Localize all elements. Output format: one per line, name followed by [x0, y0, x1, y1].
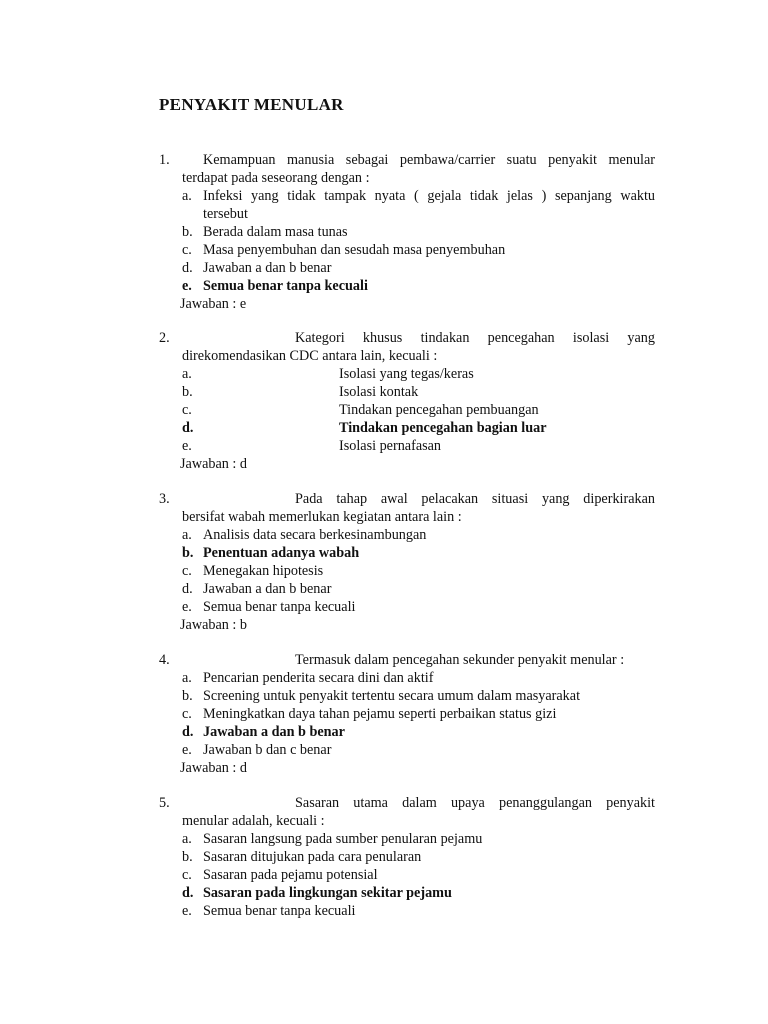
option-letter: d. — [182, 581, 193, 597]
question-5 — [0, 794, 768, 920]
question-text: Pada tahap awal pelacakan situasi yang diperkirakan — [295, 491, 655, 507]
question-text: Termasuk dalam pencegahan sekunder penyakit menular : — [295, 652, 625, 668]
question-number: 2. — [159, 330, 170, 346]
option-text: Sasaran pada lingkungan sekitar pejamu — [203, 885, 452, 901]
option-letter: d. — [182, 885, 194, 901]
option-text: Isolasi yang tegas/keras — [339, 366, 474, 382]
option-letter: a. — [182, 188, 192, 204]
option-b — [0, 383, 768, 401]
option-text: Masa penyembuhan dan sesudah masa penyembuhan — [203, 242, 506, 258]
answer-line — [0, 759, 768, 777]
option-text: Jawaban b dan c benar — [203, 742, 332, 758]
question-number: 5. — [159, 795, 170, 811]
option-letter: a. — [182, 527, 192, 543]
question-text-continued: bersifat wabah memerlukan kegiatan antara lain : — [182, 509, 462, 525]
option-b — [0, 687, 768, 705]
option-a — [0, 830, 768, 848]
option-letter: c. — [182, 706, 192, 722]
option-text: Screening untuk penyakit tertentu secara umum dalam masyarakat — [203, 688, 581, 704]
option-letter: e. — [182, 599, 192, 615]
answer-text: Jawaban : d — [180, 760, 247, 776]
option-c — [0, 562, 768, 580]
option-text: Semua benar tanpa kecuali — [203, 599, 356, 615]
answer-text: Jawaban : e — [180, 296, 247, 312]
option-letter: b. — [182, 849, 193, 865]
question-4 — [0, 651, 768, 777]
question-text-continued: menular adalah, kecuali : — [182, 813, 325, 829]
question-2 — [0, 329, 768, 473]
option-letter: e. — [182, 742, 192, 758]
option-a-continued — [0, 205, 768, 223]
option-letter: d. — [182, 260, 193, 276]
option-e — [0, 598, 768, 616]
option-letter: a. — [182, 670, 192, 686]
option-text: Jawaban a dan b benar — [203, 581, 332, 597]
option-text: Analisis data secara berkesinambungan — [203, 527, 427, 543]
option-c — [0, 866, 768, 884]
option-letter: b. — [182, 688, 193, 704]
option-text: Semua benar tanpa kecuali — [203, 278, 368, 294]
option-e — [0, 437, 768, 455]
question-text: Sasaran utama dalam upaya penanggulangan penyakit — [295, 795, 655, 811]
question-number: 3. — [159, 491, 170, 507]
option-d — [0, 259, 768, 277]
option-letter: e. — [182, 438, 192, 454]
option-text: Isolasi pernafasan — [339, 438, 442, 454]
option-d-correct — [0, 884, 768, 902]
answer-text: Jawaban : d — [180, 456, 247, 472]
answer-line — [0, 455, 768, 473]
option-c — [0, 705, 768, 723]
option-text: Menegakan hipotesis — [203, 563, 324, 579]
document-title: PENYAKIT MENULAR — [159, 95, 344, 114]
question-text-continued: terdapat pada seseorang dengan : — [182, 170, 370, 186]
option-a — [0, 669, 768, 687]
answer-line — [0, 295, 768, 313]
option-e-correct — [0, 277, 768, 295]
question-text: Kategori khusus tindakan pencegahan isolasi yang — [295, 330, 655, 346]
option-b — [0, 223, 768, 241]
option-d-correct — [0, 419, 768, 437]
option-letter: b. — [182, 545, 194, 561]
option-e — [0, 902, 768, 920]
option-letter: c. — [182, 867, 192, 883]
option-letter: d. — [182, 724, 194, 740]
option-letter: c. — [182, 402, 192, 418]
option-text: Meningkatkan daya tahan pejamu seperti perbaikan status gizi — [203, 706, 557, 722]
option-text: Sasaran pada pejamu potensial — [203, 867, 378, 883]
question-number: 4. — [159, 652, 170, 668]
option-text: Isolasi kontak — [339, 384, 419, 400]
option-text: Tindakan pencegahan bagian luar — [339, 420, 547, 436]
option-letter: e. — [182, 903, 192, 919]
answer-text: Jawaban : b — [180, 617, 247, 633]
option-text-continued: tersebut — [203, 206, 248, 222]
option-text: Berada dalam masa tunas — [203, 224, 348, 240]
option-text: Semua benar tanpa kecuali — [203, 903, 356, 919]
option-a — [0, 187, 768, 205]
option-a — [0, 526, 768, 544]
option-b-correct — [0, 544, 768, 562]
question-1 — [0, 151, 768, 313]
option-b — [0, 848, 768, 866]
option-text: Jawaban a dan b benar — [203, 260, 332, 276]
option-letter: c. — [182, 242, 192, 258]
question-text: Kemampuan manusia sebagai pembawa/carrier suatu penyakit menular — [203, 152, 655, 168]
option-letter: b. — [182, 384, 193, 400]
option-text: Penentuan adanya wabah — [203, 545, 360, 561]
option-c — [0, 241, 768, 259]
option-letter: a. — [182, 831, 192, 847]
option-c — [0, 401, 768, 419]
option-text: Infeksi yang tidak tampak nyata ( gejala tidak jelas ) sepanjang waktu — [203, 188, 655, 204]
option-a — [0, 365, 768, 383]
option-text: Pencarian penderita secara dini dan aktif — [203, 670, 434, 686]
option-text: Sasaran langsung pada sumber penularan pejamu — [203, 831, 483, 847]
option-e — [0, 741, 768, 759]
question-text-continued: direkomendasikan CDC antara lain, kecuali : — [182, 348, 438, 364]
option-letter: e. — [182, 278, 192, 294]
question-3 — [0, 490, 768, 634]
option-letter: c. — [182, 563, 192, 579]
option-text: Sasaran ditujukan pada cara penularan — [203, 849, 422, 865]
option-text: Tindakan pencegahan pembuangan — [339, 402, 539, 418]
option-letter: b. — [182, 224, 193, 240]
option-letter: d. — [182, 420, 194, 436]
question-number: 1. — [159, 152, 170, 168]
option-text: Jawaban a dan b benar — [203, 724, 345, 740]
option-letter: a. — [182, 366, 192, 382]
option-d-correct — [0, 723, 768, 741]
answer-line — [0, 616, 768, 634]
option-d — [0, 580, 768, 598]
